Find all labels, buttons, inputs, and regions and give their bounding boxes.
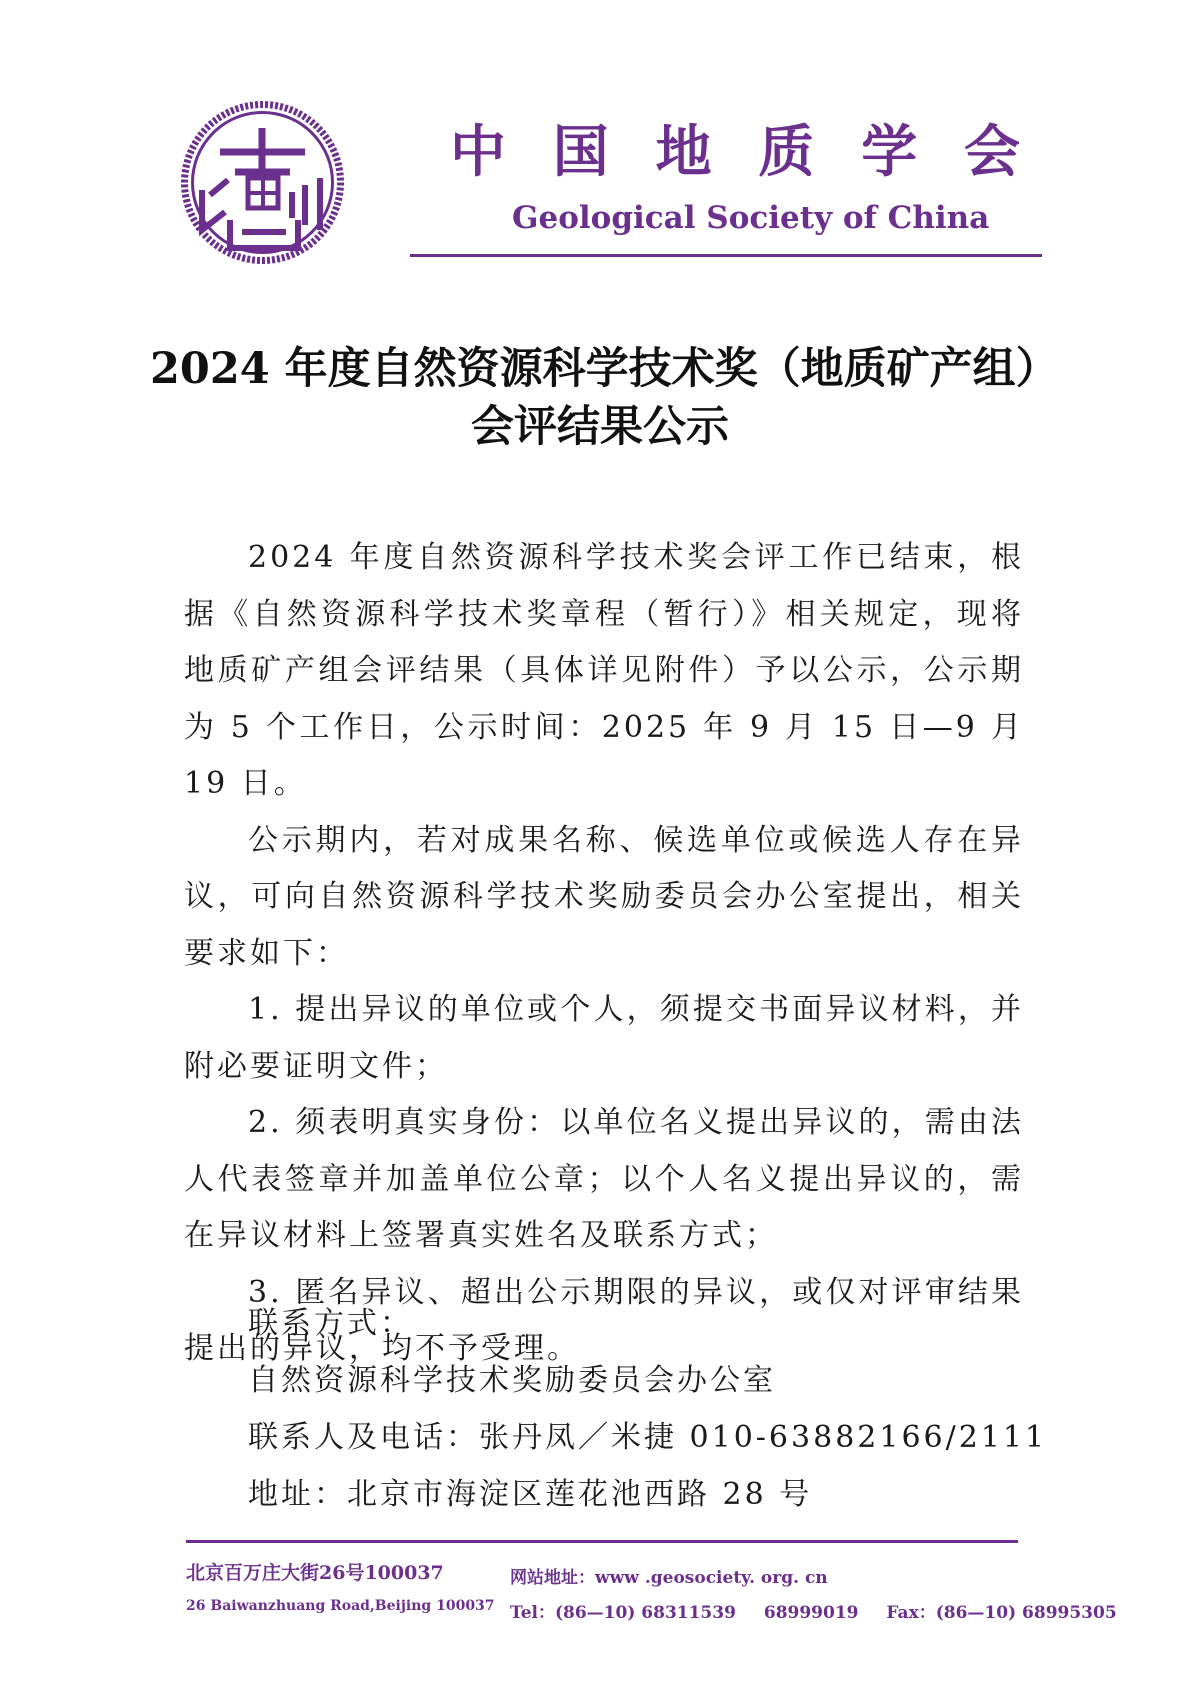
header-divider	[410, 254, 1042, 257]
footer-address-cn: 北京百万庄大街26号100037	[186, 1562, 444, 1584]
document-title	[150, 340, 1059, 456]
contact-person-phone: 联系人及电话：张丹凤／米捷 010-63882166/2111	[248, 1420, 1048, 1455]
society-seal-icon	[180, 100, 345, 265]
org-name-char: 中	[450, 119, 506, 185]
org-name-cn	[450, 108, 1020, 188]
org-name-char: 学	[861, 119, 918, 185]
org-name-char: 国	[552, 119, 609, 185]
contact-heading: 联系方式：	[248, 1306, 413, 1341]
footer-divider	[186, 1540, 1018, 1543]
footer-tel: Tel：(86—10) 68311539	[510, 1603, 736, 1623]
contact-address: 地址：北京市海淀区莲花池西路 28 号	[248, 1477, 813, 1512]
org-name-en: Geological Society of China	[512, 200, 990, 236]
body-paragraph: 公示期内，若对成果名称、候选单位或候选人存在异议，可向自然资源科学技术奖励委员会办公室提出，相关要求如下：	[184, 822, 1024, 971]
requirement-item: 1. 提出异议的单位或个人，须提交书面异议材料，并附必要证明文件；	[184, 992, 1024, 1084]
requirement-item: 3. 匿名异议、超出公示期限的异议，或仅对评审结果提出的异议，均不予受理。	[184, 1274, 1024, 1366]
contact-office: 自然资源科学技术奖励委员会办公室	[248, 1363, 776, 1398]
title-line-1: 2024 年度自然资源科学技术奖（地质矿产组）	[150, 344, 1059, 394]
document-body	[184, 530, 1024, 1378]
contact-block	[248, 1295, 1048, 1523]
footer-address-en: 26 Baiwanzhuang Road,Beijing 100037	[186, 1598, 495, 1614]
footer-fax: Fax：(86—10) 68995305	[886, 1603, 1117, 1623]
title-line-2: 会评结果公示	[471, 402, 729, 452]
footer-tel-2: 68999019	[763, 1603, 859, 1623]
org-name-char: 会	[963, 119, 1020, 185]
org-name-char: 地	[655, 119, 712, 185]
footer-website: 网站地址：www .geosociety. org. cn	[510, 1568, 828, 1588]
requirement-item: 2. 须表明真实身份：以单位名义提出异议的，需由法人代表签章并加盖单位公章；以个人名义提出异议的，需在异议材料上签署真实姓名及联系方式；	[184, 1105, 1024, 1253]
org-name-char: 质	[758, 119, 815, 185]
body-paragraph: 2024 年度自然资源科学技术奖会评工作已结束，根据《自然资源科学技术奖章程（暂行）》相关规定，现将地质矿产组会评结果（具体详见附件）予以公示，公示期为 5 个工作日，公示时间：2025 年 9 月 15 日—9 月 19 日。	[184, 540, 1024, 801]
footer-phone-fax	[510, 1598, 1139, 1623]
